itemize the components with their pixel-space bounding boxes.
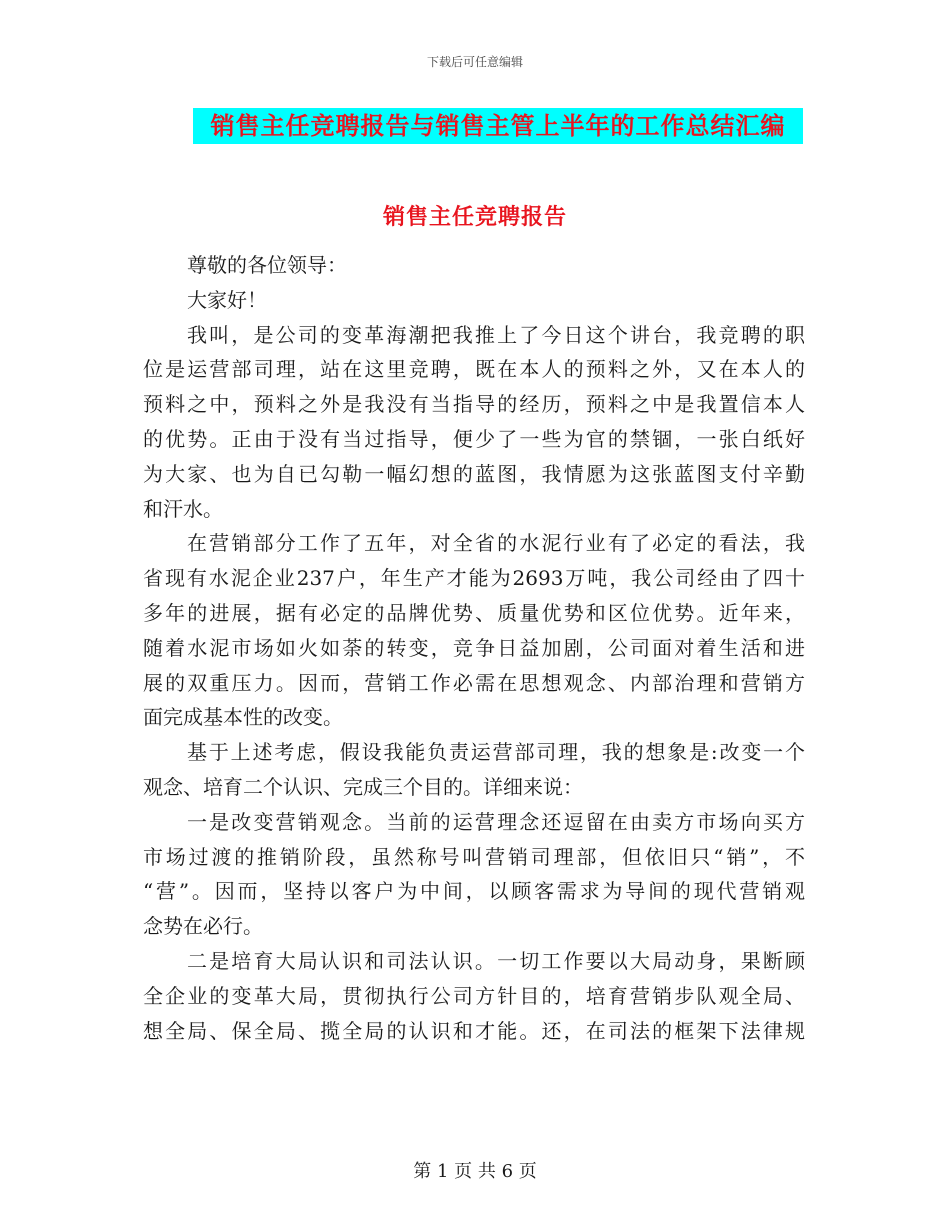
text-line: 预料之中，预料之外是我没有当指导的经历，预料之中是我置信本人: [143, 392, 805, 417]
text-line: 尊敬的各位领导：: [187, 253, 347, 277]
header-note: 下载后可任意编辑: [426, 55, 523, 69]
document-body: [143, 248, 805, 1048]
text-line: 的优势。正由于没有当过指导，便少了一些为官的禁锢，一张白纸好: [143, 426, 805, 451]
page-indicator: 第 1 页 共 6 页: [413, 1161, 537, 1182]
text-line: 随着水泥市场如火如荼的转变，竞争日益加剧，公司面对着生活和进: [143, 635, 805, 660]
text-line: 大家好！: [187, 287, 267, 312]
text-line: 二是培育大局认识和司法认识。一切工作要以大局动身，果断顾: [187, 948, 805, 973]
text-line: 在营销部分工作了五年，对全省的水泥行业有了必定的看法，我: [187, 531, 805, 556]
text-line: 念势在必行。: [143, 914, 263, 939]
text-line: 全企业的变革大局，贯彻执行公司方针目的，培育营销步队观全局、: [143, 983, 805, 1008]
main-title: 销售主任竞聘报告与销售主管上半年的工作总结汇编: [193, 108, 803, 144]
text-line: 基于上述考虑，假设我能负责运营部司理，我的想象是:改变一个: [187, 740, 805, 765]
text-line: 位是运营部司理，站在这里竞聘，既在本人的预料之外，又在本人的: [143, 357, 805, 382]
text-line: 观念、培育二个认识、完成三个目的。详细来说：: [143, 774, 583, 799]
text-line: 一是改变营销观念。当前的运营理念还逗留在由卖方市场向买方: [187, 809, 805, 834]
text-line: 多年的进展，据有必定的品牌优势、质量优势和区位优势。近年来，: [143, 600, 805, 625]
section-title: 销售主任竞聘报告: [382, 204, 567, 230]
text-line: 为大家、也为自已勾勒一幅幻想的蓝图，我情愿为这张蓝图支付辛勤: [143, 461, 805, 486]
text-line: 展的双重压力。因而，营销工作必需在思想观念、内部治理和营销方: [143, 670, 805, 695]
text-line: 面完成基本性的改变。: [143, 705, 343, 730]
text-line: 和汗水。: [143, 496, 223, 521]
text-line: 市场过渡的推销阶段，虽然称号叫营销司理部，但依旧只“销”，不: [143, 844, 805, 869]
text-line: 想全局、保全局、揽全局的认识和才能。还，在司法的框架下法律规: [143, 1018, 805, 1043]
text-line: 我叫，是公司的变革海潮把我推上了今日这个讲台，我竞聘的职: [187, 322, 805, 347]
text-line: 省现有水泥企业237户，年生产才能为2693万吨，我公司经由了四十: [143, 566, 805, 591]
text-line: “营”。因而，坚持以客户为中间，以顾客需求为导间的现代营销观: [143, 879, 805, 904]
